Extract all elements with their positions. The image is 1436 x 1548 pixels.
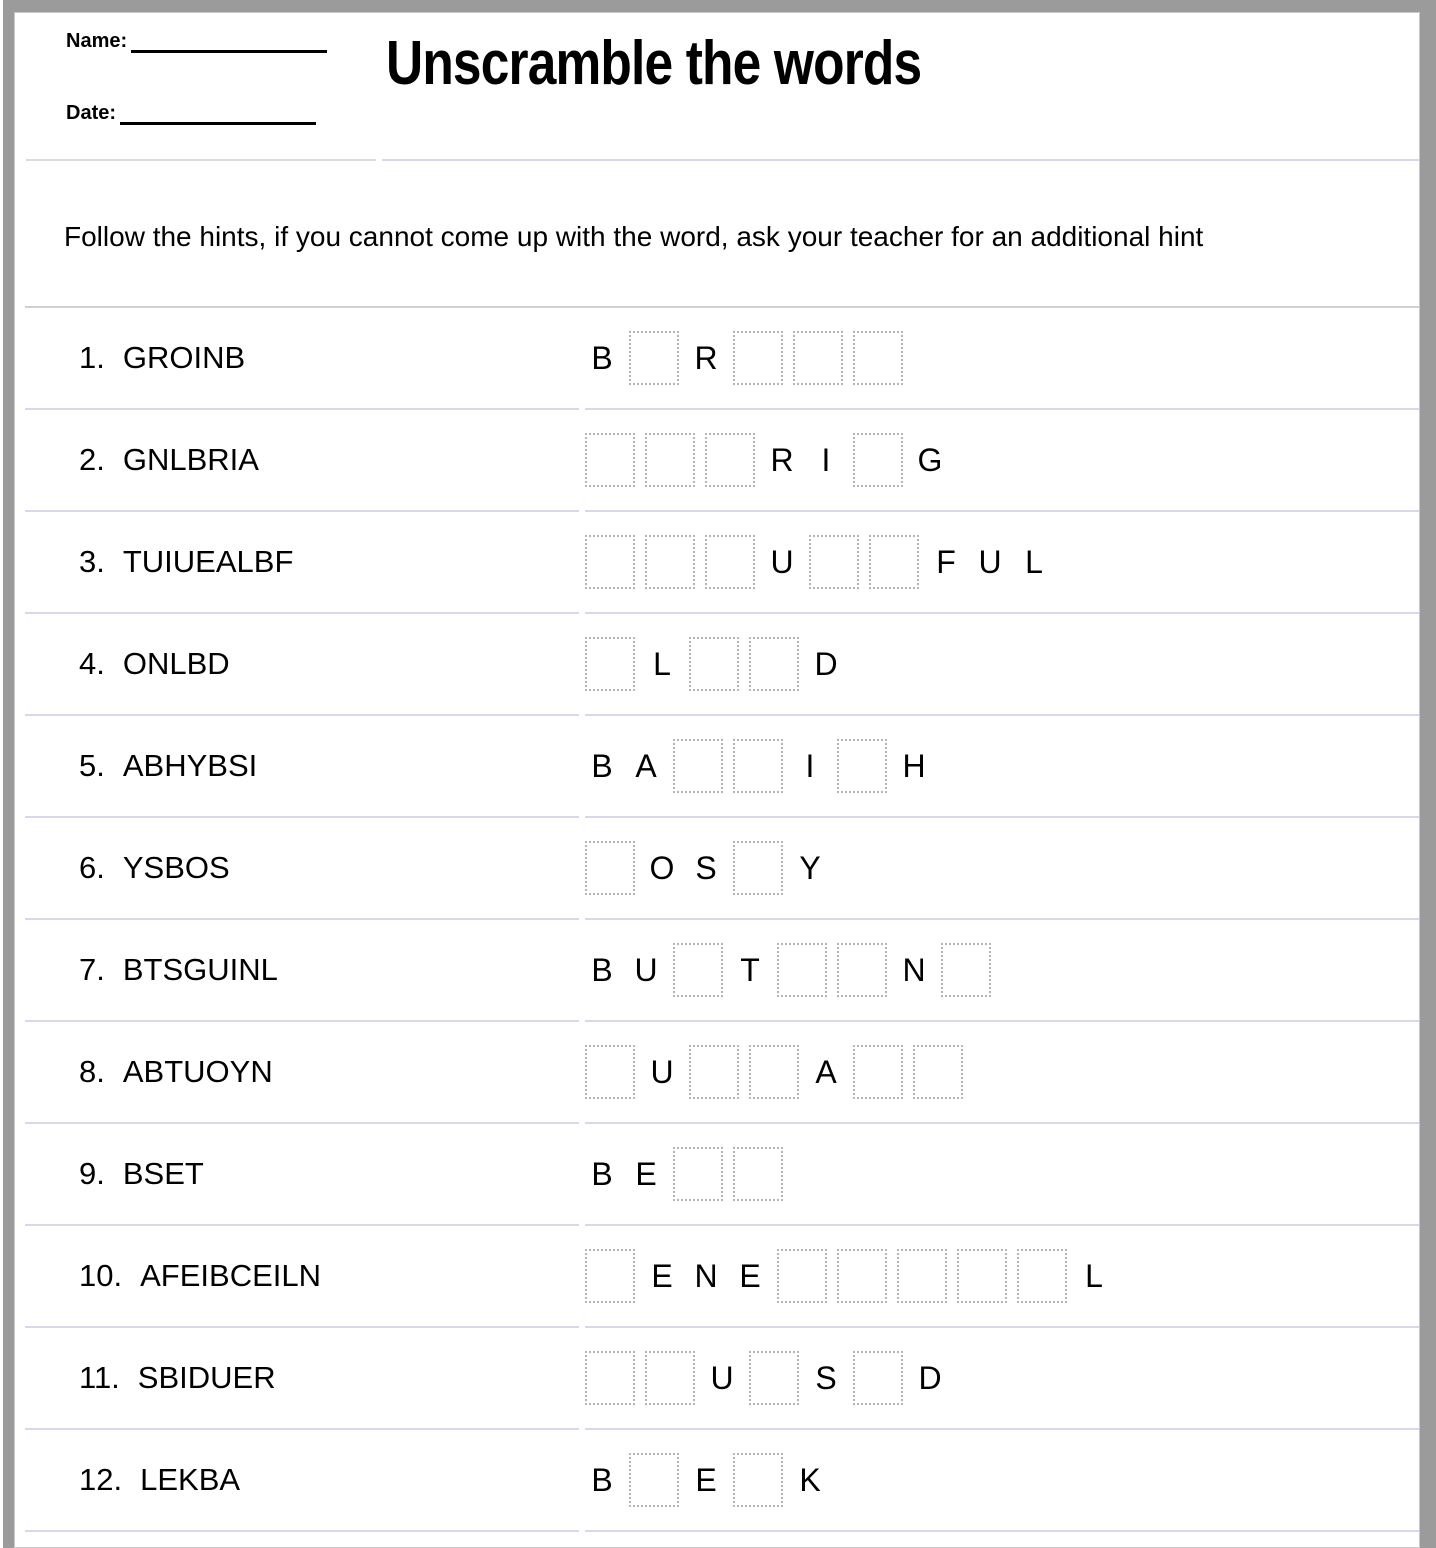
word-row [25, 308, 1419, 410]
answer-letter: U [770, 543, 794, 580]
scrambled-word-cell [25, 410, 579, 512]
answer-box[interactable] [913, 1045, 963, 1099]
word-row [25, 716, 1419, 818]
scrambled-word: LEKBA [140, 1462, 241, 1497]
answer-box[interactable] [585, 433, 635, 487]
answer-letter: U [978, 543, 1002, 580]
answer-box[interactable] [733, 841, 783, 895]
answer-box[interactable] [733, 331, 783, 385]
answer-box[interactable] [629, 331, 679, 385]
answer-box[interactable] [869, 535, 919, 589]
answer-letter: H [902, 747, 926, 784]
answer-box[interactable] [897, 1249, 947, 1303]
row-number: 10. [79, 1258, 123, 1293]
answer-pattern [585, 614, 1419, 716]
answer-box[interactable] [853, 331, 903, 385]
row-number: 6. [79, 850, 105, 885]
answer-letter: T [740, 951, 760, 988]
scrambled-word: AFEIBCEILN [140, 1258, 321, 1293]
scrambled-word-cell [25, 614, 579, 716]
page-title: Unscramble the words [386, 29, 922, 98]
scrambled-word-cell [25, 716, 579, 818]
answer-letter: I [805, 747, 815, 784]
answer-letter: R [694, 339, 718, 376]
answer-pattern [585, 716, 1419, 818]
answer-box[interactable] [733, 739, 783, 793]
row-number: 1. [79, 340, 105, 375]
answer-box[interactable] [777, 943, 827, 997]
answer-box[interactable] [837, 1249, 887, 1303]
scrambled-word: TUIUEALBF [122, 544, 294, 579]
answer-box[interactable] [585, 841, 635, 895]
answer-box[interactable] [777, 1249, 827, 1303]
answer-box[interactable] [1017, 1249, 1067, 1303]
answer-pattern [585, 512, 1419, 614]
answer-pattern [585, 410, 1419, 512]
scrambled-word-cell [25, 1328, 579, 1430]
header-title-area [382, 13, 1419, 161]
answer-box[interactable] [837, 739, 887, 793]
scrambled-word-cell [25, 818, 579, 920]
word-row [25, 1226, 1419, 1328]
answer-letter: B [591, 1461, 613, 1498]
word-row [25, 818, 1419, 920]
answer-letter: U [710, 1359, 734, 1396]
answer-box[interactable] [689, 637, 739, 691]
answer-box[interactable] [585, 637, 635, 691]
answer-letter: B [591, 747, 613, 784]
word-row [25, 1022, 1419, 1124]
answer-pattern [585, 1022, 1419, 1124]
answer-box[interactable] [585, 1351, 635, 1405]
answer-box[interactable] [853, 1351, 903, 1405]
answer-pattern [585, 308, 1419, 410]
answer-box[interactable] [689, 1045, 739, 1099]
worksheet-rows [25, 306, 1419, 1532]
word-row [25, 920, 1419, 1022]
scrambled-word: BTSGUINL [122, 952, 278, 987]
word-row [25, 1430, 1419, 1532]
answer-letter: A [635, 747, 657, 784]
row-number: 8. [79, 1054, 105, 1089]
answer-letter: N [902, 951, 926, 988]
scrambled-word: YSBOS [122, 850, 230, 885]
answer-box[interactable] [673, 739, 723, 793]
answer-pattern [585, 818, 1419, 920]
word-row [25, 512, 1419, 614]
date-underline[interactable] [120, 103, 316, 125]
answer-letter: S [815, 1359, 837, 1396]
answer-letter: A [815, 1053, 837, 1090]
answer-letter: D [814, 645, 838, 682]
answer-letter: E [651, 1257, 673, 1294]
answer-letter: K [799, 1461, 821, 1498]
answer-letter: L [1025, 543, 1043, 580]
answer-letter: E [695, 1461, 717, 1498]
answer-letter: U [650, 1053, 674, 1090]
answer-box[interactable] [941, 943, 991, 997]
answer-box[interactable] [585, 1045, 635, 1099]
answer-letter: I [821, 441, 831, 478]
answer-box[interactable] [673, 1147, 723, 1201]
answer-letter: U [634, 951, 658, 988]
answer-letter: S [695, 849, 717, 886]
answer-letter: N [694, 1257, 718, 1294]
answer-pattern [585, 1226, 1419, 1328]
answer-box[interactable] [837, 943, 887, 997]
date-field [66, 101, 376, 125]
answer-letter: O [649, 849, 675, 886]
scrambled-word: ABTUOYN [122, 1054, 273, 1089]
scrambled-word: SBIDUER [137, 1360, 276, 1395]
answer-letter: B [591, 951, 613, 988]
word-row [25, 410, 1419, 512]
row-number: 7. [79, 952, 105, 987]
answer-box[interactable] [853, 1045, 903, 1099]
row-number: 12. [79, 1462, 123, 1497]
answer-pattern [585, 1328, 1419, 1430]
instruction-text: Follow the hints, if you cannot come up with the word, ask your teacher for an additional hint [64, 221, 1204, 252]
word-row [25, 1124, 1419, 1226]
answer-box[interactable] [645, 535, 695, 589]
answer-pattern [585, 920, 1419, 1022]
answer-box[interactable] [809, 535, 859, 589]
answer-box[interactable] [705, 433, 755, 487]
answer-box[interactable] [629, 1453, 679, 1507]
answer-box[interactable] [673, 943, 723, 997]
word-row [25, 1328, 1419, 1430]
answer-letter: Y [799, 849, 821, 886]
scrambled-word-cell [25, 308, 579, 410]
answer-box[interactable] [705, 535, 755, 589]
scrambled-word-cell [25, 1124, 579, 1226]
answer-letter: G [917, 441, 943, 478]
answer-box[interactable] [585, 1249, 635, 1303]
row-number: 3. [79, 544, 105, 579]
answer-box[interactable] [749, 637, 799, 691]
answer-pattern [585, 1430, 1419, 1532]
scrambled-word: ABHYBSI [122, 748, 258, 783]
scrambled-word-cell [25, 1226, 579, 1328]
answer-box[interactable] [749, 1045, 799, 1099]
scrambled-word: ONLBD [122, 646, 230, 681]
worksheet-header [26, 13, 1419, 161]
answer-letter: L [653, 645, 671, 682]
word-row [25, 614, 1419, 716]
scrambled-word-cell [25, 920, 579, 1022]
name-field [66, 29, 376, 53]
row-number: 2. [79, 442, 105, 477]
answer-box[interactable] [733, 1147, 783, 1201]
name-label: Name: [66, 30, 128, 52]
answer-pattern [585, 1124, 1419, 1226]
row-number: 5. [79, 748, 105, 783]
row-number: 9. [79, 1156, 105, 1191]
scrambled-word: GROINB [122, 340, 246, 375]
answer-box[interactable] [853, 433, 903, 487]
scrambled-word-cell [25, 1430, 579, 1532]
row-number: 11. [79, 1360, 120, 1395]
date-label: Date: [66, 102, 117, 124]
scrambled-word: GNLBRIA [122, 442, 259, 477]
answer-box[interactable] [645, 1351, 695, 1405]
answer-box[interactable] [793, 331, 843, 385]
row-number: 4. [79, 646, 105, 681]
header-name-date [26, 13, 376, 161]
scrambled-word: BSET [122, 1156, 204, 1191]
answer-box[interactable] [585, 535, 635, 589]
answer-box[interactable] [645, 433, 695, 487]
answer-letter: F [936, 543, 956, 580]
answer-box[interactable] [957, 1249, 1007, 1303]
name-underline[interactable] [131, 31, 327, 53]
answer-letter: E [635, 1155, 657, 1192]
answer-box[interactable] [733, 1453, 783, 1507]
scrambled-word-cell [25, 512, 579, 614]
answer-letter: D [918, 1359, 942, 1396]
answer-letter: R [770, 441, 794, 478]
worksheet-page [14, 12, 1420, 1548]
answer-letter: L [1085, 1257, 1103, 1294]
scrambled-word-cell [25, 1022, 579, 1124]
answer-letter: B [591, 339, 613, 376]
answer-letter: E [739, 1257, 761, 1294]
answer-box[interactable] [749, 1351, 799, 1405]
answer-letter: B [591, 1155, 613, 1192]
